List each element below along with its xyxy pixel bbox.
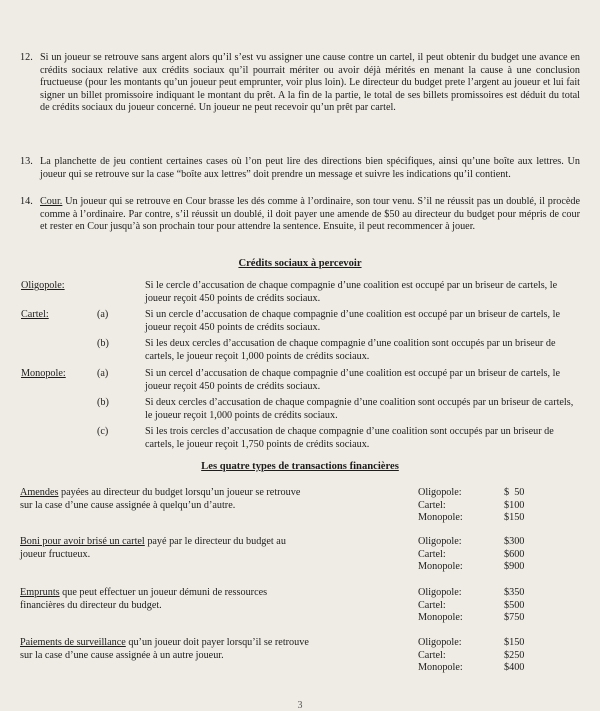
rule-number: 13. <box>20 156 33 167</box>
market-label: Cartel: <box>418 649 446 661</box>
page-number: 3 <box>297 700 303 711</box>
market-label: Oligopole: <box>418 536 462 547</box>
credit-text: Si un cercle d’accusation de chaque compagnie d’une coalition est occupé par un briseur de cartels, le joueur reçoit 450 points de crédits sociaux. <box>145 309 560 333</box>
transaction-amounts <box>418 587 578 625</box>
credit-label: Cartel: <box>21 309 49 320</box>
credit-text: Si les deux cercles d’accusation de chaque compagnie d’une coalition sont occupés par un briseur de cartels, le joueur reçoit 1,000 points de crédits sociaux. <box>145 338 556 362</box>
amount-value: $250 <box>504 649 525 661</box>
transaction-lead: Boni pour avoir brisé un cartel <box>20 536 145 547</box>
transaction-amounts <box>418 637 578 675</box>
market-label: Oligopole: <box>418 637 462 648</box>
amount-value: $500 <box>504 599 525 611</box>
transaction-description: Boni pour avoir brisé un cartel payé par le directeur du budget au joueur fructueux. <box>20 536 286 560</box>
amount-value: $750 <box>504 612 525 624</box>
transaction-lead: Emprunts <box>20 587 60 598</box>
credit-label: Monopole: <box>21 368 66 379</box>
credit-text: Si deux cercles d’accusation de chaque compagnie d’une coalition sont occupés par un briseur de cartels, le joueur reçoit 1,000 points de crédits sociaux. <box>145 397 574 421</box>
market-label: Monopole: <box>418 662 463 674</box>
amount-value: $100 <box>504 499 525 511</box>
market-label: Monopole: <box>418 561 463 573</box>
rule-item-13 <box>20 156 580 181</box>
amount-value: $400 <box>504 662 525 674</box>
credits-heading: Crédits sociaux à percevoir <box>238 258 362 269</box>
transaction-description: Amendes payées au directeur du budget lorsqu’un joueur se retrouve sur la case d’une cause assignée à quelqu’un d’autre. <box>20 487 301 511</box>
market-label: Oligopole: <box>418 587 462 598</box>
amount-value: $300 <box>504 536 525 547</box>
credit-sub: (a) <box>97 309 109 320</box>
market-label: Cartel: <box>418 548 446 560</box>
market-label: Monopole: <box>418 512 463 524</box>
transaction-amounts <box>418 536 578 574</box>
market-label: Cartel: <box>418 499 446 511</box>
rule-lead: Cour. <box>40 196 63 207</box>
amount-value: $600 <box>504 548 525 560</box>
market-label: Oligopole: <box>418 487 462 498</box>
transaction-description: Paiements de surveillance qu’un joueur doit payer lorsqu’il se retrouve sur la case d’une cause assignée à un autre joueur. <box>20 637 309 661</box>
credit-sub: (c) <box>97 426 109 437</box>
transaction-lead: Amendes <box>20 487 59 498</box>
rule-item-14 <box>20 196 580 234</box>
transaction-description: Emprunts que peut effectuer un joueur démuni de ressources financières du directeur du budget. <box>20 587 268 611</box>
credit-sub: (a) <box>97 368 109 379</box>
credit-label: Oligopole: <box>21 280 65 291</box>
amount-value: $150 <box>504 637 525 648</box>
amount-value: $ 50 <box>504 487 525 498</box>
credit-text: Si un cercel d’accusation de chaque compagnie d’une coalition est occupé par un briseur de cartels, le joueur reçoit 450 points de crédits sociaux. <box>145 368 560 392</box>
transactions-heading: Les quatre types de transactions financières <box>201 461 399 472</box>
credit-text: Si les trois cercles d’accusation de chaque compagnie d’une coalition sont occupés par un briseur de cartels, le joueur reçoit 1,750 points de crédits sociaux. <box>145 426 554 450</box>
rule-number: 14. <box>20 196 33 207</box>
amount-value: $900 <box>504 561 525 573</box>
credit-sub: (b) <box>97 397 109 408</box>
credit-sub: (b) <box>97 338 109 349</box>
rule-text: Cour. Un joueur qui se retrouve en Cour brasse les dés comme à l’ordinaire, son tour venu. S’il ne réussit pas un doublé, il procède comme à l’ordinaire. Par contre, s’il réussit un doublé, il doit payer une amende de $50 au directeur du budget pour mépris de cour et rester en Cour jusqu’à son prochain tour pour attendre la sentence. Ensuite, il peut recommencer à jouer. <box>40 196 580 233</box>
rule-item-12 <box>20 52 580 115</box>
rule-text: La planchette de jeu contient certaines cases où l’on peut lire des directions bien spécifiques, ainsi qu’une boîte aux lettres. Un joueur qui se retrouve sur la case “boîte aux lettres” doit prendre un message et suivre les indications qu’il contient. <box>40 156 580 180</box>
market-label: Cartel: <box>418 599 446 611</box>
transaction-amounts <box>418 487 578 525</box>
amount-value: $150 <box>504 512 525 524</box>
rule-text: Si un joueur se retrouve sans argent alors qu’il s’est vu assigner une cause contre un cartel, il peut obtenir du budget une avance en crédits sociaux relative aux crédits sociaux qu’il pourrait mériter ou avoir déjà mérités en menant la cause à une conclusion fructueuse (pour les montants qu’un joueur peut emprunter, voir plus loin). Le directeur du budget prete l’argent au joueur et lui fait signer un billet promissoire indiquant le montant du prêt. A la fin de la partie, le total de ses billets promissoires est déduit du total de crédits sociaux du joueur concerné. Un joueur ne peut recevoir qu’un prêt par cartel. <box>40 52 580 114</box>
market-label: Monopole: <box>418 612 463 624</box>
amount-value: $350 <box>504 587 525 598</box>
rule-number: 12. <box>20 52 33 63</box>
transaction-lead: Paiements de surveillance <box>20 637 126 648</box>
credit-text: Si le cercle d’accusation de chaque compagnie d’une coalition est occupé par un briseur de cartels, le joueur reçoit 450 points de crédits sociaux. <box>145 280 558 304</box>
